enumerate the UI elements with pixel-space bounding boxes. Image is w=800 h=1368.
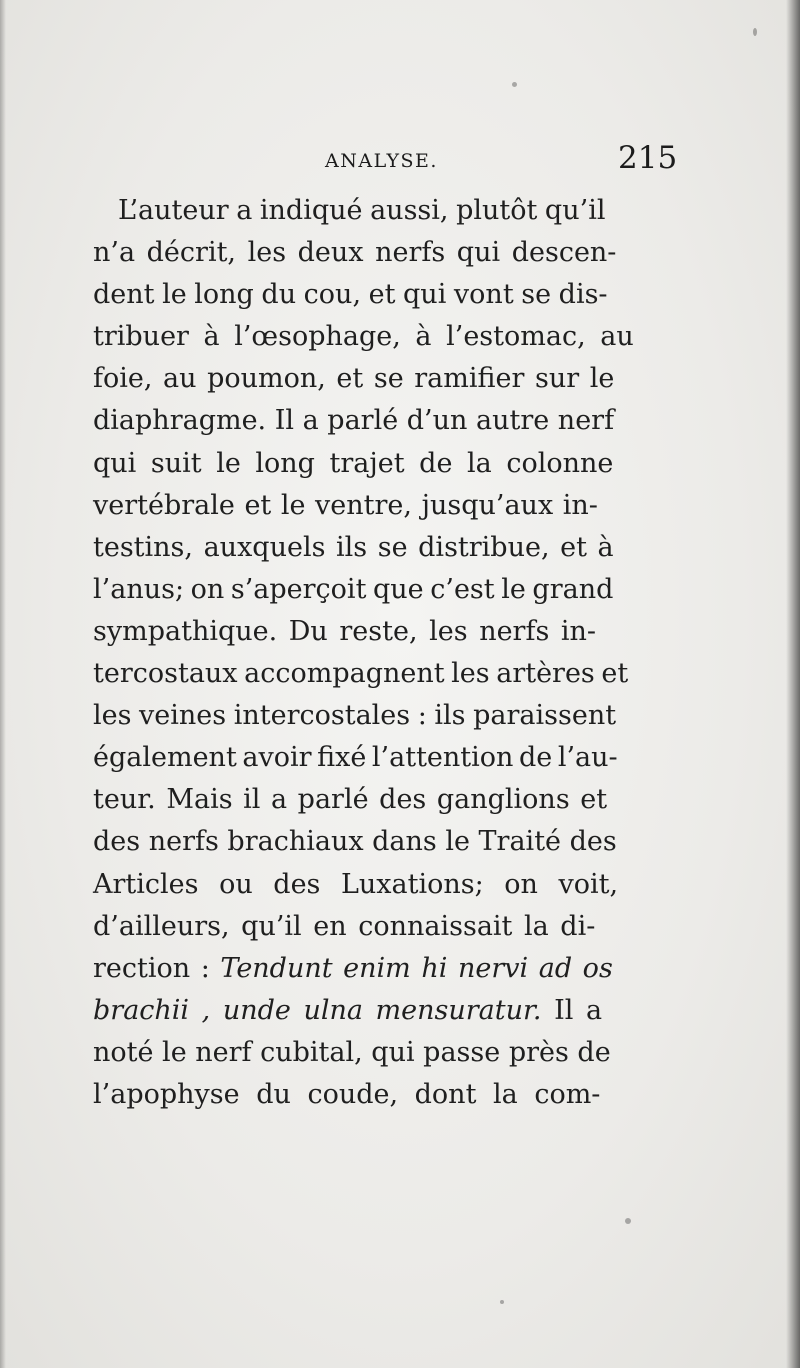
latin-quotation: brachii , unde ulna mensuratur. [93, 994, 542, 1026]
text-line [93, 990, 703, 1032]
text-line: l’apophyse du coude, dont la com- [93, 1078, 601, 1110]
text-line: Articles ou des Luxations; on voit, [93, 868, 619, 900]
page-number: 215 [618, 140, 678, 176]
line-text: rection : [93, 952, 221, 984]
text-line: également avoir fixé l’attention de l’au- [93, 742, 618, 774]
paper-speck [512, 82, 517, 87]
text-line: sympathique. Du reste, les nerfs in- [93, 615, 597, 647]
text-line: foie, au poumon, et se ramifier sur le [93, 363, 615, 395]
text-line: teur. Mais il a parlé des ganglions et [93, 784, 608, 816]
text-line: L’auteur a indiqué aussi, plutôt qu’il [118, 195, 606, 226]
text-line: vertébrale et le ventre, jusqu’aux in- [93, 489, 598, 521]
text-line: n’a décrit, les deux nerfs qui descen- [93, 237, 617, 269]
text-line: des nerfs brachiaux dans le Traité des [93, 826, 617, 858]
paper-speck [500, 1300, 504, 1304]
text-line: noté le nerf cubital, qui passe près de [93, 1036, 611, 1068]
page-right-shadow [786, 0, 800, 1368]
paper-speck [625, 1218, 631, 1224]
latin-quotation: Tendunt enim hi nervi ad os [220, 952, 613, 984]
paper-speck [753, 28, 757, 36]
text-line: diaphragme. Il a parlé d’un autre nerf [93, 405, 615, 437]
text-line: les veines intercostales : ils paraissent [93, 700, 617, 732]
page-left-shadow [0, 0, 6, 1368]
text-line: dent le long du cou, et qui vont se dis- [93, 279, 608, 311]
line-text: Il a [541, 994, 603, 1026]
running-head: ANALYSE. [325, 150, 438, 172]
text-line: qui suit le long trajet de la colonne [93, 447, 614, 479]
text-line: testins, auxquels ils se distribue, et à [93, 531, 614, 563]
body-text [93, 190, 703, 1116]
text-line: tercostaux accompagnent les artères et [93, 658, 629, 690]
text-line: d’ailleurs, qu’il en connaissait la di- [93, 910, 596, 942]
text-line: tribuer à l’œsophage, à l’estomac, au [93, 321, 634, 353]
text-line [93, 948, 703, 990]
text-line: l’anus; on s’aperçoit que c’est le grand [93, 573, 614, 605]
